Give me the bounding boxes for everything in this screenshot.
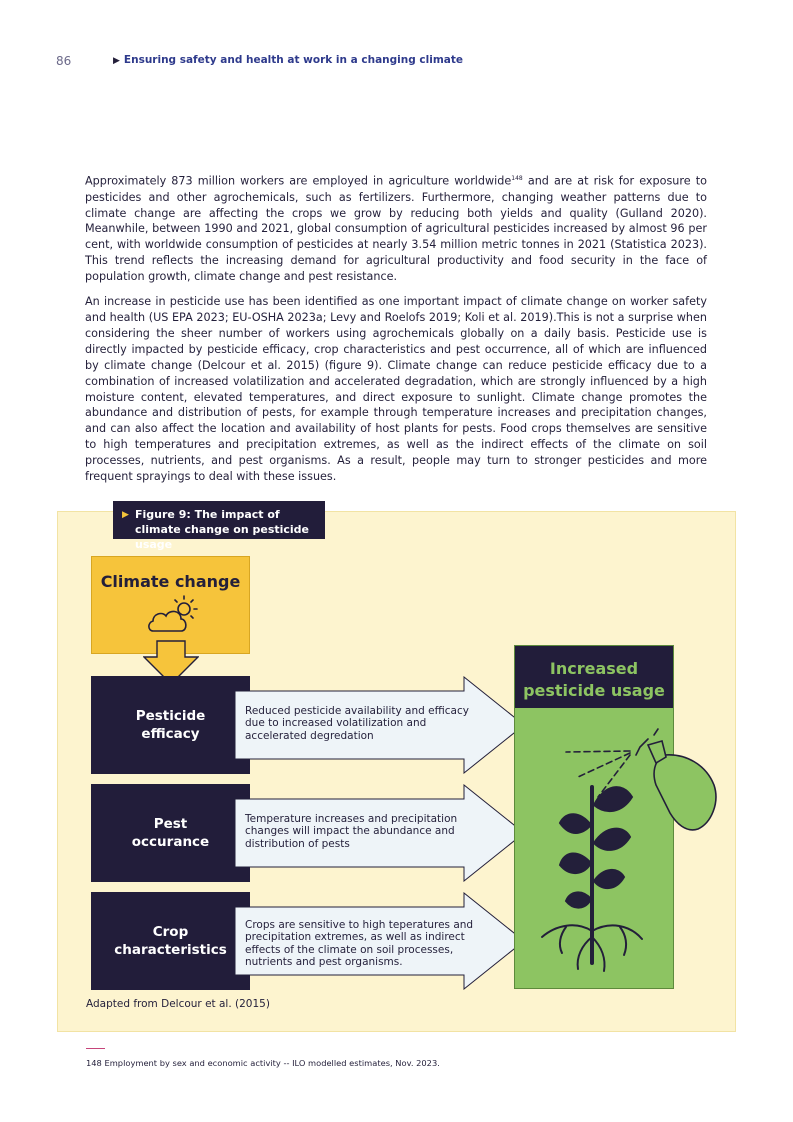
factor-crop-characteristics <box>91 892 250 990</box>
figure-caption <box>113 501 325 551</box>
factor-label: Pesticide efficacy <box>135 708 206 742</box>
climate-change-title: Climate change <box>100 572 241 591</box>
paragraph-1-part-2: and are at risk for exposure to pesticides and other agrochemicals, such as fertilizers. Furthermore, changing weather patterns due to climate change are affecting the crops we grow by reducing both yields and quality (Gulland 2020). Meanwhile, between 1990 and 2021, global consumption of agricultural pesticides increased by almost 96 per cent, with worldwide consumption of pesticides at nearly 3.54 million metric tonnes in 2021 (Statistica 2023). This trend reflects the increasing demand for agricultural productivity and food security in the face of population growth, climate change and pest resistance. <box>85 174 707 284</box>
usage-header <box>515 646 673 708</box>
effect-arrow-pest-occurance <box>234 784 526 882</box>
footnote-148: 148 Employment by sex and economic activity -- ILO modelled estimates, Nov. 2023. <box>86 1058 440 1068</box>
source-note: Adapted from Delcour et al. (2015) <box>86 998 270 1010</box>
running-title: Ensuring safety and health at work in a changing climate <box>123 54 463 66</box>
factor-pesticide-efficacy <box>91 676 250 774</box>
footnote-ref-148[interactable]: 148 <box>511 175 523 182</box>
paragraph-1 <box>85 171 707 285</box>
page-number: 86 <box>56 54 72 68</box>
usage-title: Increased pesticide usage <box>523 659 665 700</box>
plant-spray-icon <box>536 725 722 973</box>
factor-label: Pest occurance <box>131 816 210 850</box>
footnote-rule <box>86 1048 105 1049</box>
running-header <box>113 54 463 66</box>
effect-arrow-crop-characteristics <box>234 892 526 990</box>
paragraph-2: An increase in pesticide use has been identified as one important impact of climate change on worker safety and health (US EPA 2023; EU-OSHA 2023a; Levy and Roelofs 2019; Koli et al. 2019).This is not a surprise when considering the sheer number of workers using agrochemicals globally on a daily basis. Pesticide use is directly impacted by pesticide efficacy, crop characteristics and pest occurrence, all of which are influenced by climate change (Delcour et al. 2015) (figure 9). Climate change can reduce pesticide efficacy due to a combination of increased volatilization and accelerated degradation, which are strongly influenced by a high moisture content, elevated temperatures, and direct exposure to sunlight. Climate change promotes the abundance and distribution of pests, for example through temperature increases and precipitation changes, and can also affect the location and availability of host plants for pests. Food crops themselves are sensitive to high temperatures and precipitation extremes, as well as the indirect effects of the climate on soil processes, nutrients, and pest organisms. As a result, people may turn to stronger pesticides and more frequent sprayings to deal with these issues. <box>85 295 707 484</box>
paragraph-1-part-1: Approximately 873 million workers are employed in agriculture worldwide <box>85 174 512 188</box>
triangle-bullet-icon: ▶ <box>113 56 120 66</box>
effect-text: Reduced pesticide availability and efficacy due to increased volatilization and accelerated degredation <box>245 705 469 742</box>
figure-caption-text: Figure 9: The impact of climate change on pesticide usage <box>135 508 310 551</box>
cloud-sun-icon <box>147 593 207 637</box>
effect-arrow-pesticide-efficacy <box>234 676 526 774</box>
body-text <box>85 171 707 494</box>
factor-pest-occurance <box>91 784 250 882</box>
effect-text: Crops are sensitive to high teperatures and precipitation extremes, as well as indirect effects of the climate on soil processes, nutrients and pest organisms. <box>245 919 474 969</box>
triangle-bullet-icon: ▶ <box>122 510 129 520</box>
effect-text: Temperature increases and precipitation changes will impact the abundance and distribution of pests <box>245 813 458 850</box>
factor-label: Crop characteristics <box>114 924 227 958</box>
